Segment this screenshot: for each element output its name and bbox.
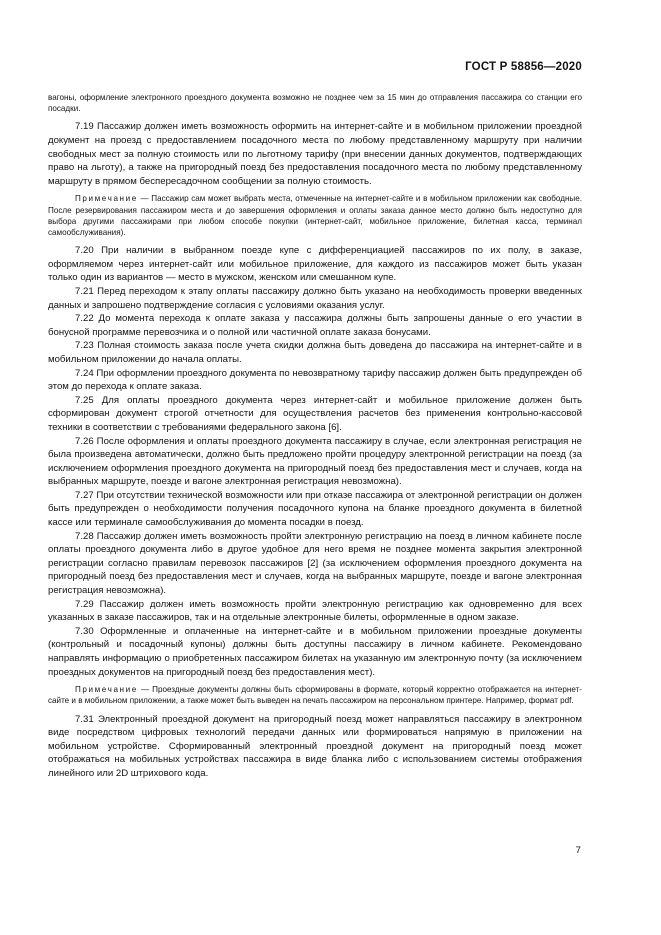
- note-1: [48, 193, 582, 238]
- continued-paragraph: вагоны, оформление электронного проездного документа возможно не позднее чем за 15 мин до отправления пассажира со станции его посадки.: [48, 93, 582, 114]
- paragraph-7-19: 7.19 Пассажир должен иметь возможность оформить на интернет-сайте и в мобильном приложении проездной документ на проезд с предоставлением посадочного места по любому представленному маршруту при наличии свободных мест за полную стоимость или по льготному тарифу (при внесении данных документов, подтверждающих право на льготу), а также на пригородный поезд без предоставления посадочного места по любому представленному маршруту в прямом беспересадочном сообщении за полную стоимость.: [48, 121, 582, 187]
- paragraph-7-25: 7.25 Для оплаты проездного документа через интернет-сайт и мобильное приложение должен быть сформирован документ строгой отчетности для осуществления расчетов без применения контрольно-кассовой техники в соответствии с требованиями федерального закона [6].: [48, 394, 582, 433]
- note-2: [48, 684, 582, 706]
- note-label: Примечание: [75, 194, 138, 204]
- page-body: [48, 92, 582, 781]
- paragraph-7-30: 7.30 Оформленные и оплаченные на интернет-сайте и в мобильном приложении проездные документы (контрольный и посадочный купоны) должны быть доступны пассажиру в личном кабинете. Рекомендовано направлять информацию о приобретенных пассажиром билетах на указанную им электронную почту (за исключением проездных документов на пригородный поезд без предоставления мест).: [48, 625, 582, 678]
- paragraph-7-27: 7.27 При отсутствии технической возможности или при отказе пассажира от электронной регистрации он должен быть предупрежден о необходимости получения посадочного купона на бланке проездного документа в билетной кассе или терминале самообслуживания до момента посадки в поезд.: [48, 489, 582, 529]
- paragraph-7-26: 7.26 После оформления и оплаты проездного документа пассажиру в случае, если электронная регистрация не была произведена автоматически, должно быть предложено пройти процедуру электронной регистрации на поезд (за исключением оформления проездного документа на пригородный поезд без предоставления мест и случаев, когда на выбранных маршруте, поезде и вагоне электронная регистрация невозможна).: [48, 435, 582, 488]
- note-text: — Пассажир сам может выбрать места, отмеченные на интернет-сайте и в мобильном приложении как свободные. После резервирования пассажиром места и до завершения оформления и оплаты заказа данное место должно быть недоступно для выбора другими пассажирами при любом способе покупки (интернет-сайт, мобильное приложение, билетная касса, терминал самообслуживания).: [48, 194, 582, 237]
- paragraph-7-28: 7.28 Пассажир должен иметь возможность пройти электронную регистрацию на поезд в личном кабинете после оплаты проездного документа либо в другое удобное для него время не позднее момента закрытия электронной регистрации согласно правилам перевозок пассажиров [2] (за исключением оформления проездного документа на пригородный поезд без предоставления мест и случаев, когда на выбранных маршруте, поезде и вагоне электронная регистрация невозможна).: [48, 530, 582, 597]
- note-label: Примечание: [75, 685, 138, 695]
- page-number: 7: [575, 845, 581, 856]
- paragraph-7-24: 7.24 При оформлении проездного документа по невозвратному тарифу пассажир должен быть предупрежден об этом до перехода к оплате заказа.: [48, 367, 582, 393]
- paragraph-7-23: 7.23 Полная стоимость заказа после учета скидки должна быть доведена до пассажира на интернет-сайте и в мобильном приложении до начала оплаты.: [48, 340, 582, 365]
- paragraph-7-21: 7.21 Перед переходом к этапу оплаты пассажиру должно быть указано на необходимость проверки введенных данных и запрошено подтверждение согласия с условиями оказания услуг.: [48, 285, 582, 311]
- note-text: — Проездные документы должны быть сформированы в формате, который корректно отображается на интернет-сайте и в мобильном приложении, а также может быть выведен на печать пассажиром на персональном принтере. Например, формат pdf.: [48, 685, 582, 706]
- standard-number: ГОСТ Р 58856—2020: [465, 61, 582, 73]
- paragraph-7-31: 7.31 Электронный проездной документ на пригородный поезд может направляться пассажиру в электронном виде посредством цифровых технологий передачи данных или формироваться напрямую в приложении на мобильном устройстве. Сформированный электронный проездной документ на пригородный поезд может отображаться на мобильных устройствах пассажира в виде бланка либо с использованием системы отображения линейного или 2D штрихового кода.: [48, 713, 582, 779]
- paragraph-7-22: 7.22 До момента перехода к оплате заказа у пассажира должны быть запрошены данные о его участии в бонусной программе перевозчика и о полной или частичной оплате заказа бонусами.: [48, 313, 582, 338]
- paragraph-7-20: 7.20 При наличии в выбранном поезде купе с дифференциацией пассажиров по их полу, в заказе, оформляемом через интернет-сайт или мобильное приложение, для каждого из пассажиров может быть указан только один из вариантов — место в мужском, женском или смешанном купе.: [48, 245, 582, 284]
- paragraph-7-29: 7.29 Пассажир должен иметь возможность пройти электронную регистрацию как одновременно для всех указанных в заказе пассажиров, так и на отдельные электронные билеты, оформленные в одном заказе.: [48, 598, 582, 624]
